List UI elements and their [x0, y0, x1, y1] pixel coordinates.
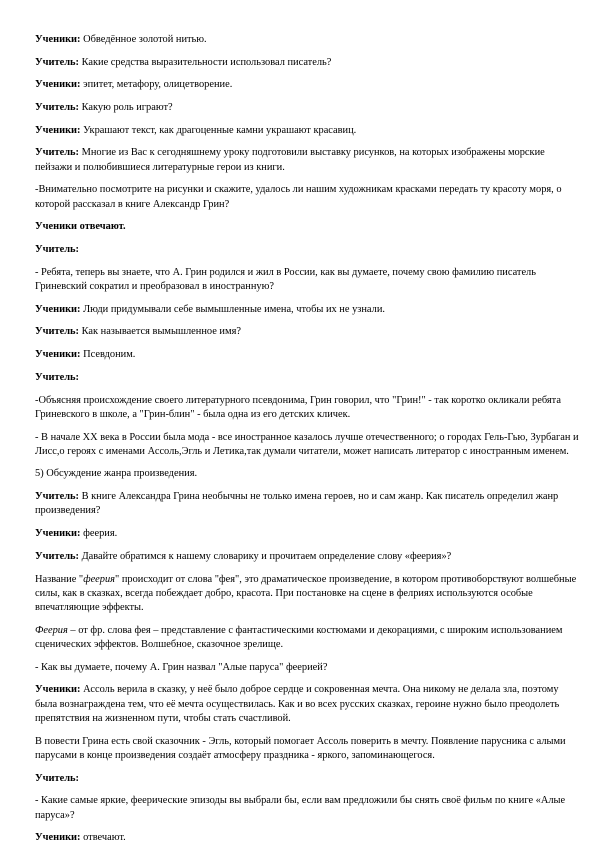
paragraph — [35, 348, 579, 362]
paragraph — [35, 220, 579, 234]
paragraph-text: -Объясняя происхождение своего литературного псевдонима, Грин говорил, что "Грин!" - так коротко окликали ребята Гриневского в школе, а "Грин-блин" - была одна из его детских кличек. — [35, 394, 561, 420]
paragraph-text: Люди придумывали себе вымышленные имена, чтобы их не узнали. — [80, 303, 385, 315]
paragraph — [35, 183, 579, 212]
paragraph — [35, 33, 579, 47]
paragraph — [35, 101, 579, 115]
paragraph-text: - В начале XX века в России была мода - все иностранное казалось лучше отечественного; о городах Гель-Гью, Зурбаган и Лисс,о героях с именами Ассоль,Эгль и Летика,так думали читатели, может написать литератор с иностранным именем. — [35, 431, 579, 457]
paragraph-text: Псевдоним. — [80, 349, 136, 361]
definition-paragraph — [35, 624, 579, 653]
paragraph — [35, 303, 579, 317]
paragraph — [35, 831, 579, 845]
document-page — [35, 33, 579, 854]
paragraph-text: - Как вы думаете, почему А. Грин назвал "Алые паруса" феерией? — [35, 661, 328, 673]
speaker-label: Ученики отвечают. — [35, 221, 126, 233]
paragraph-text: эпитет, метафору, олицетворение. — [80, 79, 233, 91]
paragraph — [35, 56, 579, 70]
paragraph — [35, 550, 579, 564]
speaker-label: Учитель: — [35, 56, 79, 68]
speaker-label: Ученики: — [35, 349, 81, 361]
paragraph-text: Обведённое золотой нитью. — [80, 34, 207, 45]
paragraph — [35, 124, 579, 138]
paragraph — [35, 146, 579, 175]
speaker-label: Ученики: — [35, 832, 81, 844]
paragraph — [35, 794, 579, 823]
speaker-label: Ученики: — [35, 34, 81, 45]
speaker-label: Учитель: — [35, 371, 79, 383]
paragraph-text: Какую роль играют? — [78, 102, 173, 114]
paragraph-text: Ассоль верила в сказку, у неё было доброе сердце и сокровенная мечта. Она никому не делала зла, поэтому была вознаграждена тем, что её мечта осуществилась. Как и во всех русских сказках, героине нужно было преодолеть препятствия на жизненном пути, чтобы стать счастливой. — [35, 684, 560, 725]
speaker-label: Учитель: — [35, 550, 79, 562]
definition-paragraph — [35, 573, 579, 616]
speaker-label: Ученики: — [35, 303, 81, 315]
speaker-label: Учитель: — [35, 102, 79, 114]
paragraph — [35, 490, 579, 519]
paragraph-text: -Внимательно посмотрите на рисунки и скажите, удалось ли нашим художникам красками передать ту красоту моря, о которой рассказал в книге Александр Грин? — [35, 184, 562, 210]
paragraph-text: - Ребята, теперь вы знаете, что А. Грин родился и жил в России, как вы думаете, почему свою фамилию писатель Гриневский сократил и преобразовал в иностранную? — [35, 266, 536, 293]
paragraph — [35, 431, 579, 460]
speaker-label: Учитель: — [35, 326, 79, 338]
paragraph-text: феерия. — [80, 528, 118, 540]
section-heading — [35, 467, 579, 481]
paragraph-text: В повести Грина есть свой сказочник - Эгль, который помогает Ассоль поверить в мечту. Появление парусника с алыми парусами в конце произведения создаёт атмосферу праздника - яркого, запоминающегося. — [35, 735, 566, 762]
paragraph-text: Как называется вымышленное имя? — [78, 326, 241, 338]
paragraph — [35, 772, 579, 786]
paragraph — [35, 371, 579, 385]
speaker-label: Ученики: — [35, 124, 81, 136]
paragraph — [35, 243, 579, 257]
defined-term: феерия — [83, 573, 116, 585]
paragraph — [35, 527, 579, 541]
paragraph-text: Какие средства выразительности использовал писатель? — [78, 56, 332, 68]
defined-term: Феерия — [35, 624, 68, 636]
paragraph-text: 5) Обсуждение жанра произведения. — [35, 468, 198, 480]
speaker-label: Учитель: — [35, 491, 79, 503]
paragraph — [35, 325, 579, 339]
speaker-label: Ученики: — [35, 79, 81, 91]
paragraph-prefix: Название " — [35, 573, 84, 585]
speaker-label: Учитель: — [35, 244, 79, 256]
paragraph — [35, 683, 579, 726]
paragraph — [35, 266, 579, 295]
paragraph — [35, 661, 579, 675]
paragraph-text: " происходит от слова "фея", это драматическое произведение, в котором противоборствуют волшебные силы, как в сказках, всегда побеждает добро, красота. При постановке на сцене в фелриях используются особые впечатляющие эффекты. — [35, 573, 577, 614]
speaker-label: Учитель: — [35, 147, 79, 159]
paragraph-text: Многие из Вас к сегодняшнему уроку подготовили выставку рисунков, на которых изображены морские пейзажи и полюбившиеся литературные герои из книги. — [35, 147, 545, 173]
speaker-label: Ученики: — [35, 528, 81, 540]
paragraph-text: – от фр. слова фея – представление с фантастическими костюмами и декорациями, с широким использованием сценических эффектов. Волшебное, сказочное зрелище. — [35, 624, 563, 651]
paragraph-text: Украшают текст, как драгоценные камни украшают красавиц. — [80, 124, 357, 136]
paragraph — [35, 78, 579, 92]
paragraph-text: Давайте обратимся к нашему словарику и прочитаем определение слову «феерия»? — [78, 550, 452, 562]
paragraph-text: В книге Александра Грина необычны не только имена героев, но и сам жанр. Как писатель определил жанр произведения? — [35, 491, 559, 517]
speaker-label: Ученики: — [35, 684, 81, 696]
paragraph-text: отвечают. — [80, 832, 126, 844]
paragraph — [35, 735, 579, 764]
paragraph-text: - Какие самые яркие, феерические эпизоды вы выбрали бы, если вам предложили бы снять своё фильм по книге «Алые паруса»? — [35, 795, 566, 821]
speaker-label: Учитель: — [35, 772, 79, 784]
paragraph — [35, 394, 579, 423]
